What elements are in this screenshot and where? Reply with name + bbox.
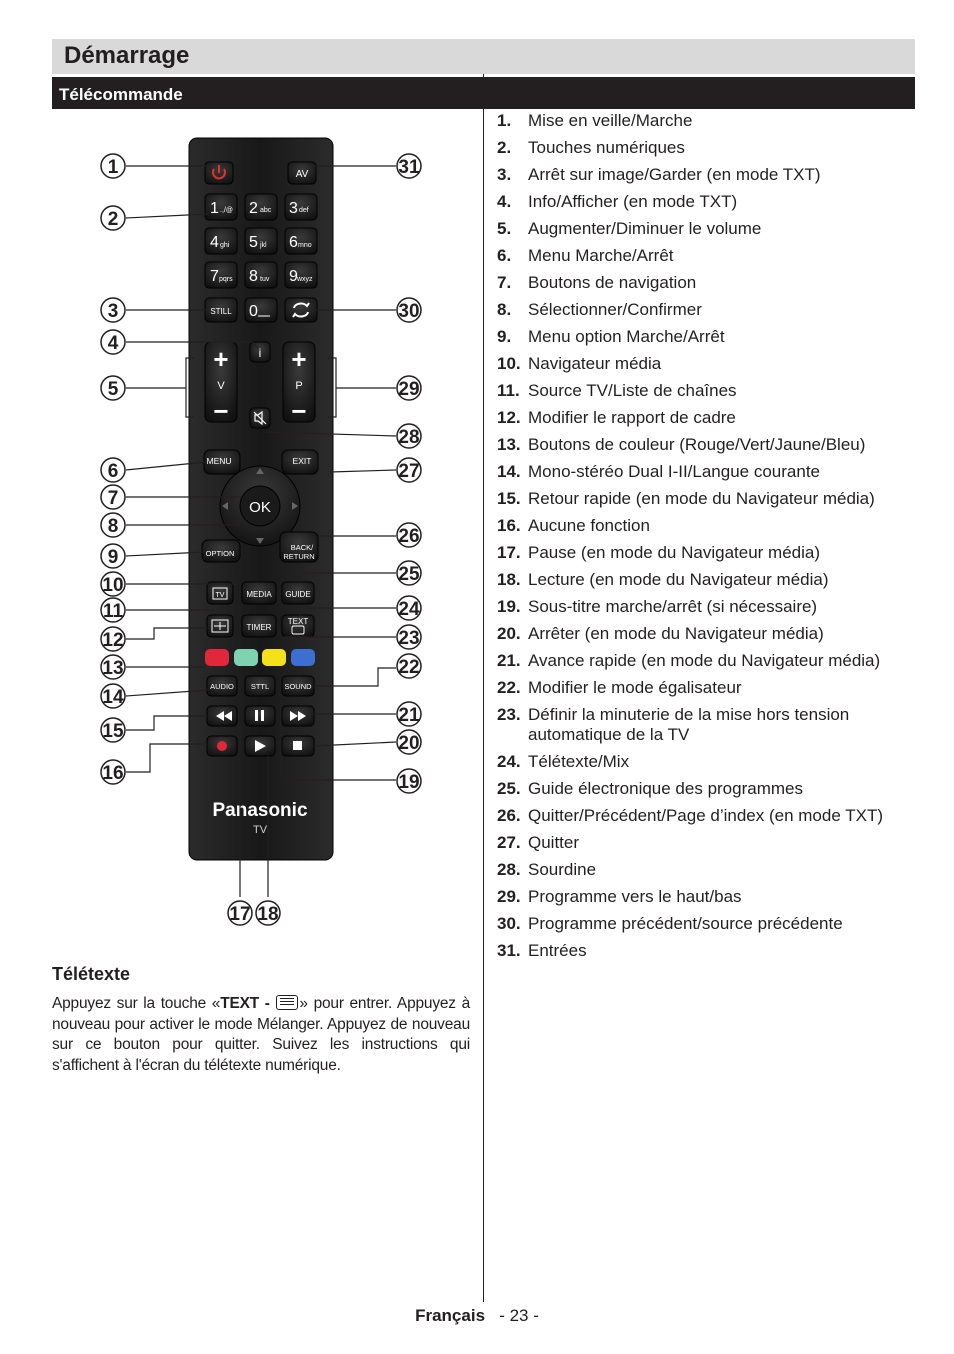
list-item: 3. Arrêt sur image/Garder (en mode TXT) [497, 165, 821, 184]
list-item: 12. Modifier le rapport de cadre [497, 408, 736, 427]
page-title: Démarrage [64, 42, 190, 69]
teletext-icon [276, 995, 298, 1010]
list-item: 14. Mono-stéréo Dual I-II/Langue courante [497, 462, 821, 481]
list-item: 13. Boutons de couleur (Rouge/Vert/Jaune/Bleu) [497, 435, 866, 454]
svg-text:abc: abc [260, 207, 272, 214]
svg-text:22: 22 [398, 657, 420, 678]
column-divider [483, 74, 484, 1302]
list-item: 7. Boutons de navigation [497, 273, 697, 292]
svg-text:V: V [217, 380, 225, 392]
list-item: 21. Avance rapide (en mode du Navigateur média) [497, 651, 881, 670]
svg-text:21: 21 [398, 705, 420, 726]
svg-text:def: def [299, 207, 309, 214]
list-item: 15. Retour rapide (en mode du Navigateur média) [497, 489, 875, 508]
svg-text:3: 3 [289, 200, 298, 217]
svg-text:8: 8 [107, 516, 119, 537]
teletext-heading: Télétexte [52, 964, 131, 984]
svg-text:BACK/: BACK/ [290, 543, 314, 552]
list-item: 9. Menu option Marche/Arrêt [497, 327, 725, 346]
svg-text:10: 10 [102, 575, 124, 596]
list-item: 31. Entrées [497, 941, 587, 960]
svg-text:5: 5 [107, 379, 119, 400]
list-item: 5. Augmenter/Diminuer le volume [497, 219, 762, 238]
svg-text:OPTION: OPTION [205, 549, 235, 558]
teletext-paragraph: Appuyez sur la touche «TEXT - » pour entrer. Appuyez à nouveau pour activer le mode Mélanger. Appuyez de nouveau sur ce bouton pour quitter. Suivez les instructions qui s'affichent à l'écran du télétexte numérique. [52, 995, 470, 1074]
page-number: - 23 - [499, 1306, 539, 1325]
svg-text:14: 14 [102, 687, 124, 708]
svg-text:1: 1 [210, 200, 219, 217]
list-item: 1. Mise en veille/Marche [497, 111, 693, 130]
svg-text:25: 25 [398, 564, 420, 585]
svg-text:28: 28 [398, 427, 420, 448]
stop-icon [293, 741, 302, 750]
svg-text:pqrs: pqrs [219, 276, 233, 283]
list-item: 16. Aucune fonction [497, 516, 650, 535]
swap-button [285, 298, 317, 322]
brand-logo: Panasonic [212, 800, 308, 821]
svg-text:−: − [291, 396, 307, 426]
svg-text:27: 27 [398, 461, 420, 482]
svg-text:0: 0 [249, 303, 258, 320]
svg-text:3: 3 [107, 301, 119, 322]
svg-text:MENU: MENU [206, 456, 232, 466]
svg-text:ghi: ghi [220, 242, 230, 249]
svg-text:AUDIO: AUDIO [210, 682, 234, 691]
svg-text:19: 19 [398, 772, 420, 793]
svg-text:6: 6 [107, 461, 119, 482]
green-button [234, 649, 258, 666]
list-item: 30. Programme précédent/source précédente [497, 914, 843, 933]
svg-text:−: − [213, 396, 229, 426]
svg-text:20: 20 [398, 733, 420, 754]
svg-text:MEDIA: MEDIA [246, 590, 272, 599]
list-item: 6. Menu Marche/Arrêt [497, 246, 674, 265]
svg-text:7: 7 [107, 488, 119, 509]
list-item: 10. Navigateur média [497, 354, 662, 373]
svg-text:TV: TV [215, 592, 225, 599]
svg-text:wxyz: wxyz [297, 276, 313, 283]
svg-text:11: 11 [102, 601, 124, 622]
svg-text:jkl: jkl [260, 242, 267, 249]
svg-text:7: 7 [210, 268, 219, 285]
svg-text:4: 4 [210, 234, 219, 251]
list-item: 17. Pause (en mode du Navigateur média) [497, 543, 820, 562]
svg-text:4: 4 [107, 333, 119, 354]
svg-text:RETURN: RETURN [283, 552, 315, 561]
svg-text:29: 29 [398, 379, 420, 400]
list-item: 26. Quitter/Précédent/Page d’index (en mode TXT) [497, 806, 883, 825]
list-item: 2. Touches numériques [497, 138, 685, 157]
list-item: 27. Quitter [497, 833, 580, 852]
svg-text:13: 13 [102, 658, 124, 679]
list-item: 22. Modifier le mode égalisateur [497, 678, 742, 697]
svg-text:9: 9 [107, 547, 119, 568]
remote-figure [52, 120, 472, 940]
svg-text:.,/@: .,/@ [220, 207, 233, 214]
list-item: 25. Guide électronique des programmes [497, 779, 803, 798]
section-header [52, 39, 915, 74]
record-icon [217, 741, 227, 751]
svg-text:6: 6 [289, 234, 298, 251]
svg-text:i: i [258, 346, 262, 360]
red-button [205, 649, 229, 666]
page-footer [0, 1306, 954, 1326]
svg-text:+: + [213, 344, 229, 374]
svg-text:9: 9 [289, 268, 298, 285]
list-item: 4. Info/Afficher (en mode TXT) [497, 192, 738, 211]
svg-text:OK: OK [249, 499, 271, 516]
svg-text:5: 5 [249, 234, 258, 251]
av-label: AV [295, 169, 309, 180]
svg-text:EXIT: EXIT [292, 456, 312, 466]
svg-text:23: 23 [398, 628, 420, 649]
svg-text:16: 16 [102, 763, 124, 784]
svg-text:26: 26 [398, 526, 420, 547]
yellow-button [262, 649, 286, 666]
svg-text:tuv: tuv [260, 276, 270, 283]
brand-sub: TV [252, 824, 268, 836]
svg-text:TIMER: TIMER [246, 623, 272, 632]
button-legend-list [497, 111, 917, 968]
list-item: 18. Lecture (en mode du Navigateur média) [497, 570, 829, 589]
svg-text:P: P [295, 380, 303, 392]
list-item: 11. Source TV/Liste de chaînes [497, 381, 737, 400]
list-item: 20. Arrêter (en mode du Navigateur média) [497, 624, 824, 643]
svg-text:1: 1 [107, 157, 119, 178]
svg-text:GUIDE: GUIDE [285, 590, 311, 599]
svg-text:24: 24 [398, 599, 420, 620]
svg-text:2: 2 [249, 200, 258, 217]
svg-text:15: 15 [102, 721, 124, 742]
pause-button [245, 706, 275, 726]
svg-text:17: 17 [229, 904, 251, 925]
svg-text:STTL: STTL [250, 682, 270, 691]
svg-text:STILL: STILL [210, 307, 232, 316]
svg-text:31: 31 [398, 157, 420, 178]
svg-text:TEXT: TEXT [287, 617, 309, 626]
footer-language: Français [415, 1306, 486, 1325]
list-item: 19. Sous-titre marche/arrêt (si nécessaire) [497, 597, 818, 616]
blue-button [291, 649, 315, 666]
svg-text:+: + [291, 344, 307, 374]
list-item: 29. Programme vers le haut/bas [497, 887, 742, 906]
svg-text:mno: mno [298, 242, 312, 249]
svg-text:8: 8 [249, 268, 258, 285]
svg-text:SOUND: SOUND [284, 682, 312, 691]
svg-text:2: 2 [107, 209, 119, 230]
list-item: 24. Télétexte/Mix [497, 752, 630, 771]
list-item: 28. Sourdine [497, 860, 597, 879]
subsection-title: Télécommande [59, 85, 183, 104]
svg-text:12: 12 [102, 630, 124, 651]
svg-text:18: 18 [257, 904, 279, 925]
list-item: 23. Définir la minuterie de la mise hors tension automatique de la TV [497, 705, 850, 744]
svg-text:30: 30 [398, 301, 420, 322]
list-item: 8. Sélectionner/Confirmer [497, 300, 702, 319]
